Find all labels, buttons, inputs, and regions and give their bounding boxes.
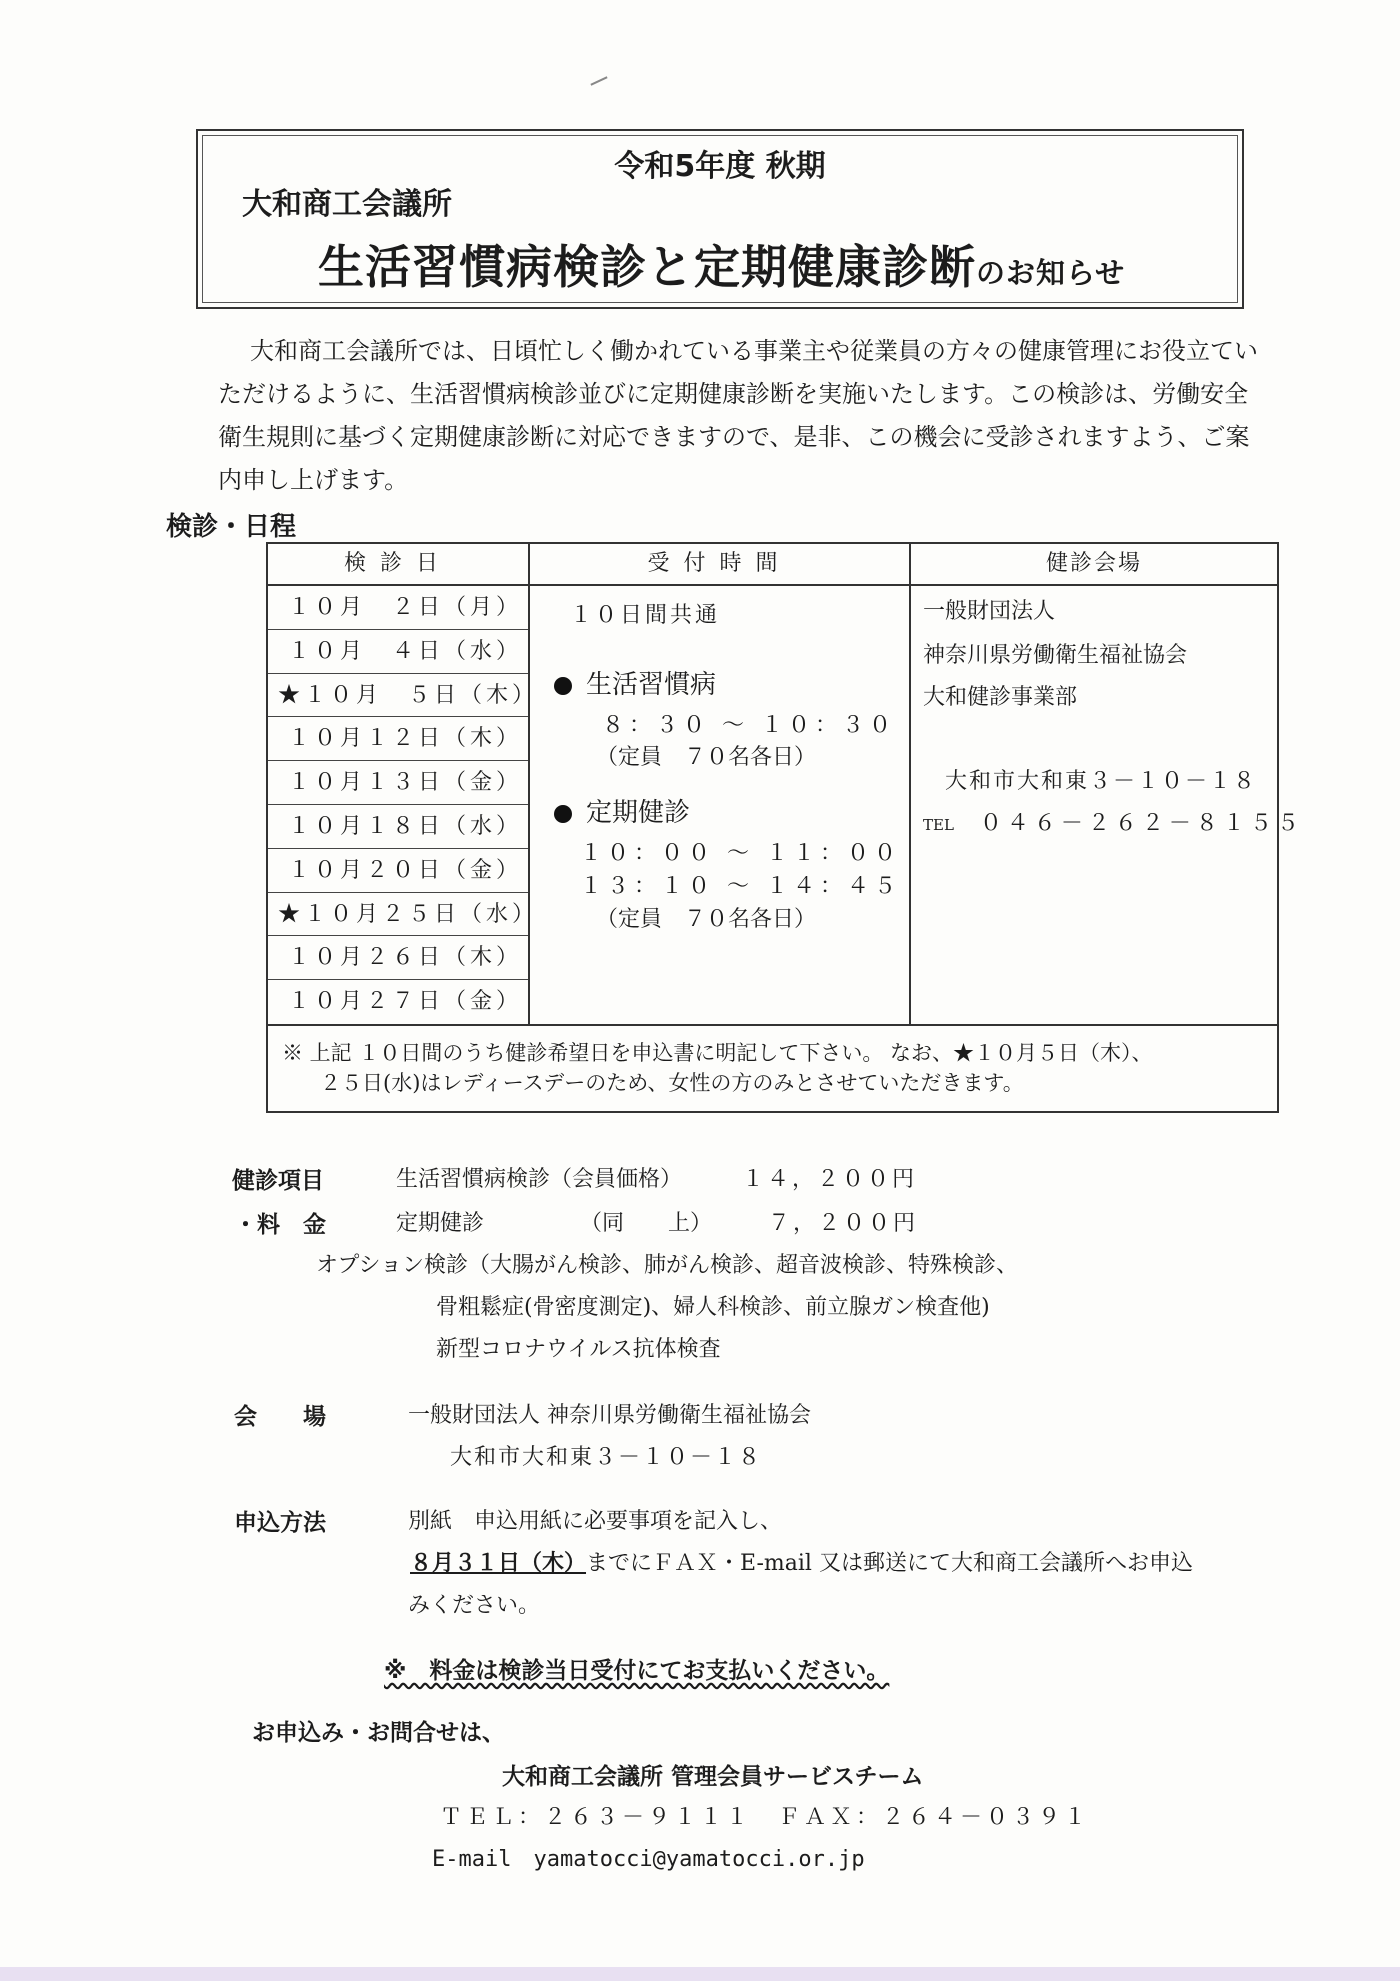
venue-name: 一般財団法人 神奈川県労働衛生福祉協会 xyxy=(408,1403,811,1428)
venue-line2: 神奈川県労働衛生福祉協会 xyxy=(923,643,1188,668)
contact-tel-fax: ＴＥＬ：２６３－９１１１ ＦＡＸ：２６４－０３９１ xyxy=(440,1805,1091,1830)
apply-line3: みください。 xyxy=(408,1593,541,1618)
date-row: １０月２７日（金） xyxy=(288,989,523,1015)
date-row: １０月１８日（水） xyxy=(268,805,528,849)
organization-name: 大和商工会議所 xyxy=(242,187,452,222)
options-line1: オプション検診（大腸がん検診、肺がん検診、超音波検診、特殊検診、 xyxy=(316,1253,1019,1278)
regular-time-am: １０：００ ～ １１：００ xyxy=(580,841,901,866)
regular-capacity: （定員 ７０名各日） xyxy=(596,907,817,932)
date-row-ladies: ★１０月 ５日（木） xyxy=(268,674,528,718)
lifestyle-heading: 生活習慣病 xyxy=(554,664,716,701)
apply-line1: 別紙 申込用紙に必要事項を記入し、 xyxy=(408,1509,783,1534)
options-line3: 新型コロナウイルス抗体検査 xyxy=(436,1337,721,1362)
title-main: 生活習慣病検診と定期健康診断 xyxy=(318,240,976,294)
regular-time-pm: １３：１０ ～ １４：４５ xyxy=(580,874,901,899)
fee-label: ・料 金 xyxy=(234,1212,326,1238)
items-label: 健診項目 xyxy=(232,1168,324,1194)
col-header-time: 受付時間 xyxy=(530,544,909,586)
lifestyle-exam-price: １４，２００円 xyxy=(742,1167,918,1192)
venue-label: 会 場 xyxy=(234,1404,326,1430)
contact-email: E-mail yamatocci@yamatocci.or.jp xyxy=(432,1847,865,1872)
bullet-icon xyxy=(554,805,572,823)
regular-heading: 定期健診 xyxy=(554,792,690,829)
date-row: １０月１３日（金） xyxy=(268,761,528,805)
title-box xyxy=(196,129,1244,309)
venue-line1: 一般財団法人 xyxy=(923,599,1056,624)
schedule-table xyxy=(266,542,1304,1113)
note-line1: ※ 上記 １０日間のうち健診希望日を申込書に明記して下さい。 なお、★１０月５日（木）、 xyxy=(282,1041,1153,1065)
regular-exam-same: （同 上） xyxy=(580,1211,713,1236)
title-suffix: のお知らせ xyxy=(976,256,1126,290)
scan-edge xyxy=(0,1967,1400,1981)
date-column xyxy=(268,544,539,1024)
lifestyle-time: ８：３０ ～ １０：３０ xyxy=(602,713,896,738)
note-line2: ２５日(水)はレディースデーのため、女性の方のみとさせていただきます。 xyxy=(320,1071,1024,1095)
date-row: １０月２０日（金） xyxy=(268,849,528,893)
deadline: ８月３１日（木） xyxy=(410,1551,587,1576)
intro-paragraph: 大和商工会議所では、日頃忙しく働かれている事業主や従業員の方々の健康管理にお役立ていただけるように、生活習慣病検診並びに定期健康診断を実施いたします。この検診は、労働安全衛生規則に基づく定期健康診断に対応できますので、是非、この機会に受診されますよう、ご案内申し上げます。 xyxy=(218,337,1258,494)
date-row: １０月２６日（木） xyxy=(268,936,528,980)
venue-address: 大和市大和東３－１０－１８ xyxy=(945,769,1258,794)
date-row: １０月 ２日（月） xyxy=(268,586,528,630)
date-row: １０月１２日（木） xyxy=(268,717,528,761)
payment-note: ※ 料金は検診当日受付にてお支払いください。 xyxy=(384,1658,890,1684)
venue-address-main: 大和市大和東３－１０－１８ xyxy=(450,1445,763,1470)
time-column xyxy=(530,544,911,1024)
regular-exam-price: ７，２００円 xyxy=(768,1211,919,1236)
venue-line3: 大和健診事業部 xyxy=(923,685,1078,710)
contact-intro: お申込み・お問合せは、 xyxy=(252,1720,505,1746)
apply-label: 申込方法 xyxy=(234,1510,326,1536)
col-header-venue: 健診会場 xyxy=(911,544,1277,586)
date-row: １０月 ４日（水） xyxy=(268,630,528,674)
col-header-date: 検診日 xyxy=(268,544,528,586)
contact-team: 大和商工会議所 管理会員サービスチーム xyxy=(502,1764,924,1790)
date-row-ladies: ★１０月２５日（水） xyxy=(268,893,528,937)
lifestyle-exam-name: 生活習慣病検診（会員価格） xyxy=(396,1167,683,1192)
regular-exam-name: 定期健診 xyxy=(396,1211,485,1236)
scan-speck xyxy=(590,76,607,85)
lifestyle-capacity: （定員 ７０名各日） xyxy=(596,745,817,770)
options-line2: 骨粗鬆症(骨密度測定)、婦人科検診、前立腺ガン検査他) xyxy=(436,1295,990,1320)
season-label: 令和5年度 秋期 xyxy=(614,149,826,184)
venue-tel: TEL ０４６－２６２－８１５５ xyxy=(923,811,1304,836)
page-title xyxy=(318,231,1125,297)
time-common-note: １０日間共通 xyxy=(570,603,721,628)
bullet-icon xyxy=(554,677,572,695)
schedule-heading: 検診・日程 xyxy=(166,512,297,542)
venue-column xyxy=(911,544,1304,1024)
apply-line2: ８月３１日（木）までにＦＡＸ・E-mail 又は郵送にて大和商工会議所へお申込 xyxy=(410,1551,1193,1576)
schedule-note xyxy=(268,1024,1277,1111)
